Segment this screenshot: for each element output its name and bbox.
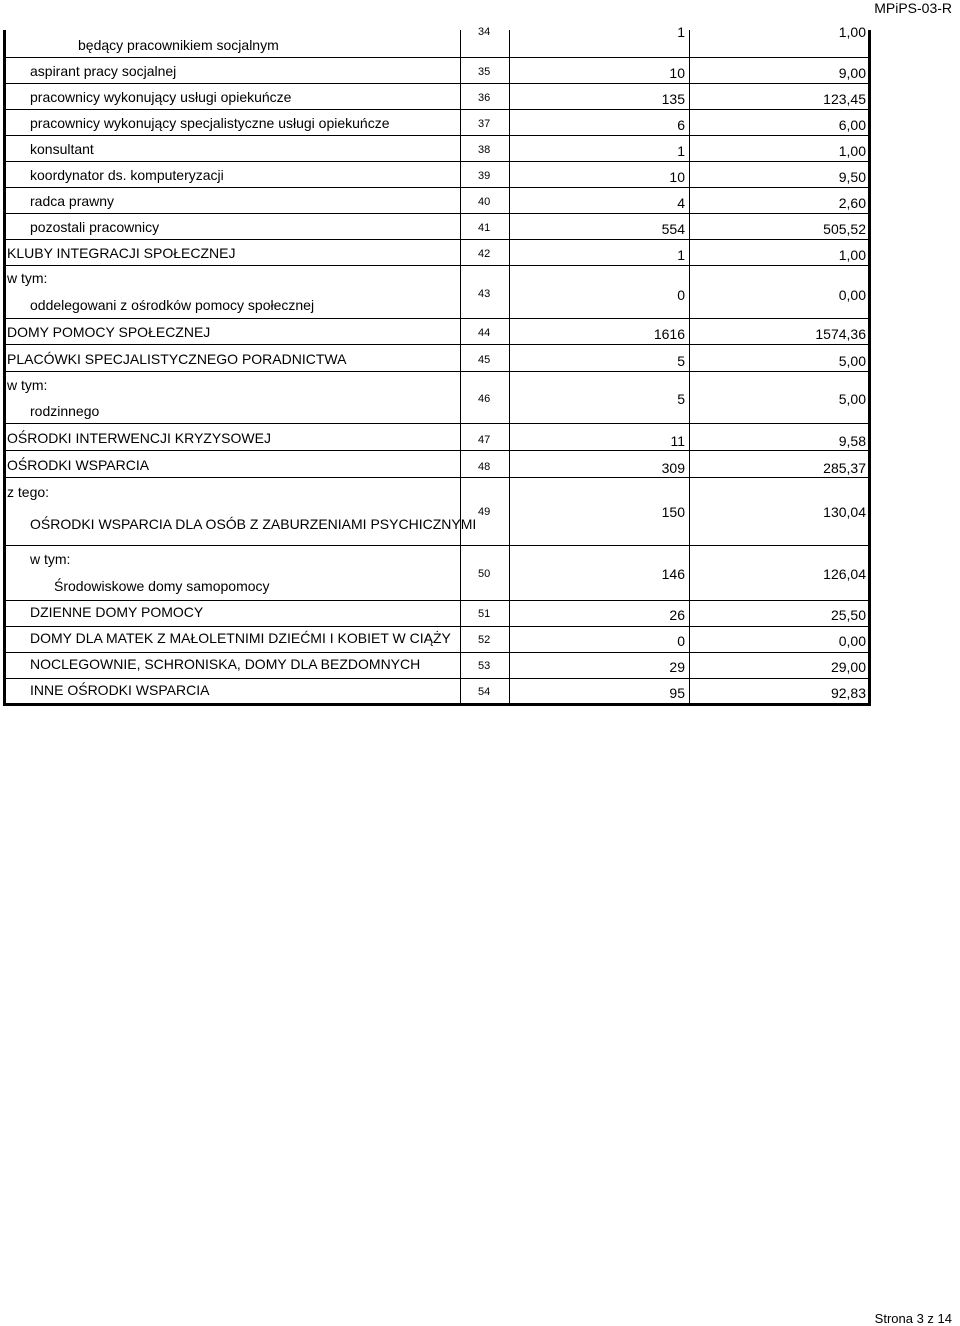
table-row [6, 109, 868, 136]
table-row [6, 600, 868, 627]
table-row [6, 187, 868, 214]
table-row [6, 371, 868, 424]
row-count: 5 [677, 353, 685, 369]
row-number: 43 [478, 288, 491, 300]
row-label: DOMY DLA MATEK Z MAŁOLETNIMI DZIEĆMI I KOBIET W CIĄŻY [30, 630, 451, 646]
row-label: radca prawny [30, 193, 115, 209]
row-fte: 9,00 [838, 65, 866, 81]
table-row [6, 135, 868, 162]
table-row [6, 652, 868, 679]
row-fte: 92,83 [830, 685, 866, 701]
table-row [6, 24, 868, 58]
row-count: 554 [661, 221, 685, 237]
row-prefix: w tym: [7, 377, 48, 393]
row-label: KLUBY INTEGRACJI SPOŁECZNEJ [7, 245, 236, 261]
row-label: OŚRODKI INTERWENCJI KRYZYSOWEJ [7, 430, 271, 446]
table-row [6, 161, 868, 188]
row-fte: 126,04 [823, 566, 866, 582]
row-count: 0 [677, 287, 685, 303]
row-prefix: w tym: [7, 270, 48, 286]
row-count: 1 [677, 24, 685, 40]
row-number: 48 [478, 461, 491, 473]
row-number: 47 [478, 434, 491, 446]
row-count: 150 [661, 504, 685, 520]
row-number: 51 [478, 608, 491, 620]
row-fte: 29,00 [830, 659, 866, 675]
table-row [6, 57, 868, 84]
row-count: 11 [670, 433, 685, 449]
table-row [6, 626, 868, 653]
row-number: 54 [478, 686, 491, 698]
row-label: OŚRODKI WSPARCIA [7, 457, 150, 473]
row-label: DZIENNE DOMY POMOCY [30, 604, 204, 620]
row-fte: 9,58 [838, 433, 866, 449]
row-fte: 1574,36 [815, 326, 866, 342]
row-number: 41 [478, 222, 491, 234]
row-fte: 1,00 [838, 24, 866, 40]
table-row [6, 450, 868, 478]
row-fte: 285,37 [823, 460, 866, 476]
row-label: DOMY POMOCY SPOŁECZNEJ [7, 324, 211, 340]
row-label: pracownicy wykonujący usługi opiekuńcze [30, 89, 292, 105]
table-row [6, 678, 868, 703]
row-number: 49 [478, 506, 491, 518]
row-fte: 5,00 [838, 391, 866, 407]
row-fte: 2,60 [838, 195, 866, 211]
row-fte: 25,50 [830, 607, 866, 623]
row-count: 1 [677, 143, 685, 159]
row-number: 34 [478, 26, 491, 38]
row-fte: 5,00 [838, 353, 866, 369]
form-code: MPiPS-03-R [874, 0, 952, 16]
row-number: 38 [478, 144, 491, 156]
row-fte: 0,00 [838, 633, 866, 649]
row-number: 40 [478, 196, 491, 208]
table-row [6, 545, 868, 601]
row-fte: 1,00 [838, 247, 866, 263]
row-fte: 505,52 [823, 221, 866, 237]
row-label: rodzinnego [30, 403, 100, 419]
row-fte: 0,00 [838, 287, 866, 303]
row-number: 36 [478, 92, 491, 104]
row-count: 6 [677, 117, 685, 133]
row-label: pracownicy wykonujący specjalistyczne usługi opiekuńcze [30, 115, 390, 131]
row-label: konsultant [30, 141, 94, 157]
row-count: 5 [677, 391, 685, 407]
row-fte: 123,45 [823, 91, 866, 107]
row-prefix: z tego: [7, 484, 50, 500]
row-fte: 6,00 [838, 117, 866, 133]
table-row [6, 265, 868, 319]
table-row [6, 213, 868, 240]
row-label: koordynator ds. komputeryzacji [30, 167, 224, 183]
table-row [6, 344, 868, 372]
row-label: będący pracownikiem socjalnym [78, 37, 279, 53]
staff-table [3, 24, 871, 706]
table-row [6, 318, 868, 345]
row-label: oddelegowani z ośrodków pomocy społecznej [30, 297, 315, 313]
row-label: NOCLEGOWNIE, SCHRONISKA, DOMY DLA BEZDOMNYCH [30, 656, 421, 672]
page-number: Strona 3 z 14 [874, 1311, 952, 1326]
row-number: 45 [478, 354, 491, 366]
row-number: 53 [478, 660, 491, 672]
row-number: 50 [478, 568, 491, 580]
row-fte: 130,04 [823, 504, 866, 520]
row-prefix: w tym: [30, 551, 71, 567]
row-fte: 9,50 [838, 169, 866, 185]
row-number: 35 [478, 66, 491, 78]
row-count: 135 [661, 91, 685, 107]
row-number: 52 [478, 634, 491, 646]
row-count: 146 [661, 566, 685, 582]
row-count: 26 [669, 607, 685, 623]
row-fte: 1,00 [838, 143, 866, 159]
row-number: 44 [478, 327, 491, 339]
row-label: Środowiskowe domy samopomocy [54, 578, 270, 594]
row-count: 29 [669, 659, 685, 675]
table-row [6, 423, 868, 451]
table-row [6, 239, 868, 266]
row-count: 4 [677, 195, 685, 211]
row-number: 39 [478, 170, 491, 182]
table-row [6, 477, 868, 546]
row-count: 10 [669, 169, 685, 185]
row-number: 37 [478, 118, 491, 130]
row-count: 309 [661, 460, 685, 476]
row-label: OŚRODKI WSPARCIA DLA OSÓB Z ZABURZENIAMI PSYCHICZNYMI [30, 516, 477, 532]
row-label: pozostali pracownicy [30, 219, 160, 235]
row-label: PLACÓWKI SPECJALISTYCZNEGO PORADNICTWA [7, 351, 347, 367]
row-count: 0 [677, 633, 685, 649]
row-count: 1616 [653, 326, 685, 342]
row-count: 1 [677, 247, 685, 263]
row-number: 42 [478, 248, 491, 260]
table-row [6, 83, 868, 110]
row-count: 10 [669, 65, 685, 81]
row-label: aspirant pracy socjalnej [30, 63, 177, 79]
row-label: INNE OŚRODKI WSPARCIA [30, 682, 210, 698]
row-count: 95 [669, 685, 685, 701]
row-number: 46 [478, 393, 491, 405]
